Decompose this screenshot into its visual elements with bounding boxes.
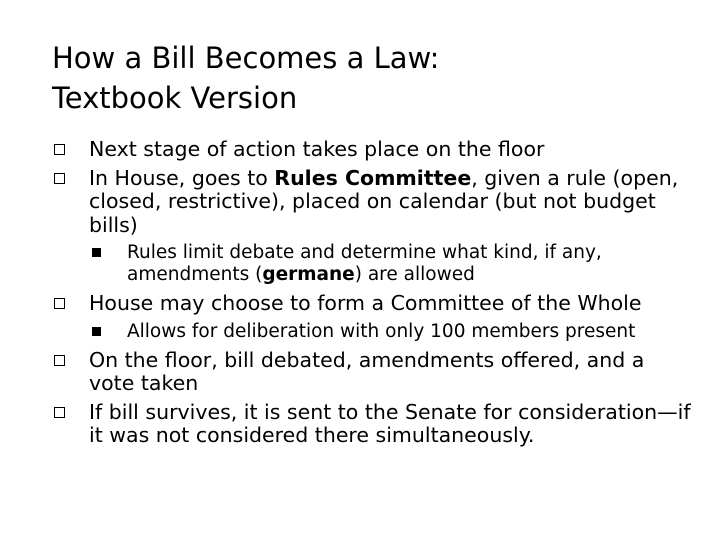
hollow-square-bullet-icon	[54, 355, 65, 366]
bullet-text-bold: Rules Committee	[274, 165, 472, 190]
hollow-square-bullet-icon	[54, 298, 65, 309]
bullet-text: House may choose to form a Committee of the Whole	[89, 291, 642, 315]
title-line-2: Textbook Version	[52, 81, 298, 115]
filled-square-bullet-icon	[92, 248, 101, 257]
bullet-item-floor-debate	[52, 349, 692, 396]
hollow-square-bullet-icon	[54, 407, 65, 418]
title-line-1: How a Bill Becomes a Law:	[52, 41, 440, 75]
bullet-text: Next stage of action takes place on the floor	[89, 137, 545, 161]
filled-square-bullet-icon	[92, 327, 101, 336]
bullet-text-after: , given a rule (open, closed, restrictive), placed on calendar (but not budget bills)	[89, 165, 679, 237]
sub-bullet-text-bold: germane	[262, 264, 355, 285]
sub-bullet-text: Allows for deliberation with only 100 members present	[127, 320, 636, 342]
bullet-list	[52, 138, 692, 453]
bullet-text-before: In House, goes to	[89, 165, 275, 190]
sub-bullet-deliberation	[52, 321, 692, 343]
bullet-text: On the floor, bill debated, amendments offered, and a vote taken	[89, 347, 645, 395]
sub-bullet-text-before: Rules limit debate and determine what kind, if any, amendments (	[127, 242, 602, 285]
bullet-item-rules-committee	[52, 167, 692, 238]
sub-bullet-rules-limit	[52, 242, 692, 286]
bullet-item-floor	[52, 138, 692, 162]
hollow-square-bullet-icon	[54, 144, 65, 155]
hollow-square-bullet-icon	[54, 173, 65, 184]
sub-bullet-text-after: ) are allowed	[354, 264, 475, 285]
bullet-item-committee-of-whole	[52, 292, 692, 316]
bullet-text: If bill survives, it is sent to the Senate for consideration—if it was not considered there simultaneously.	[89, 399, 691, 447]
slide-title	[52, 38, 692, 118]
bullet-item-senate	[52, 401, 692, 448]
